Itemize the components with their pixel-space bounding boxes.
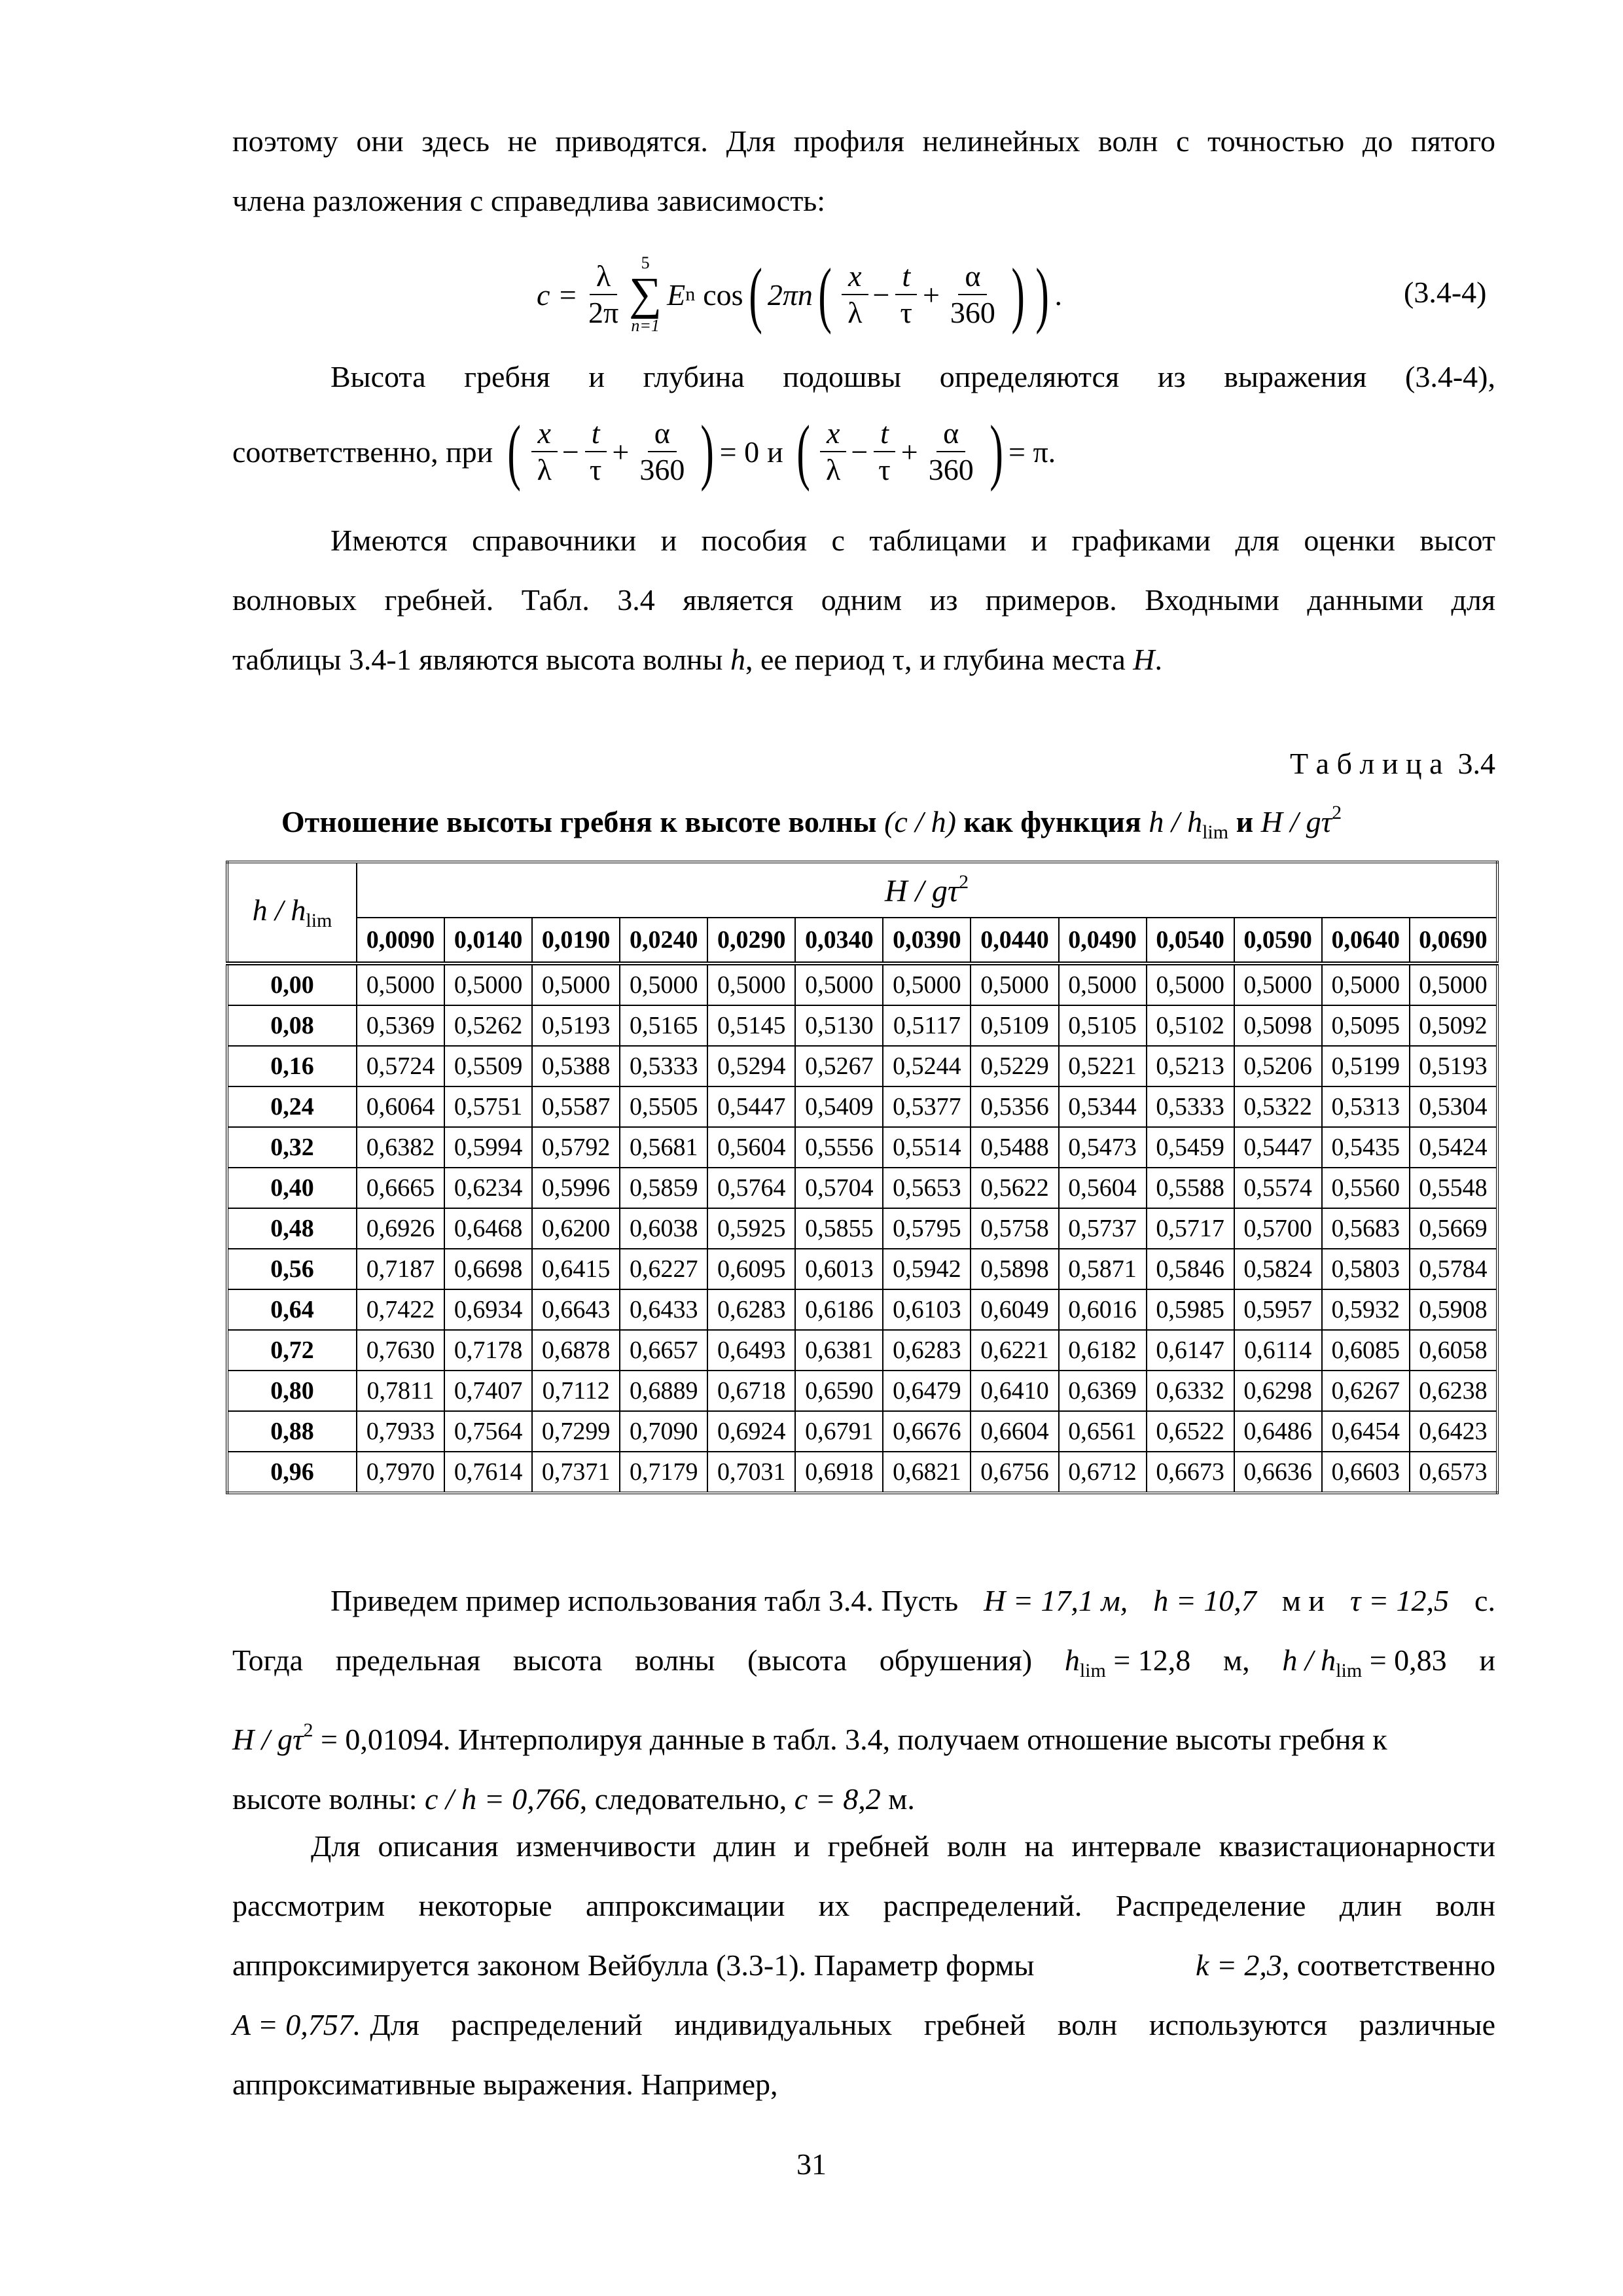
table-cell: 0,7187 [357, 1249, 444, 1289]
table-cell: 0,5574 [1234, 1168, 1322, 1208]
table-cell: 0,5717 [1147, 1208, 1234, 1249]
table-cell: 0,6332 [1147, 1371, 1234, 1411]
table-cell: 0,5356 [971, 1086, 1058, 1127]
column-header: 0,0690 [1410, 918, 1497, 963]
text-line: члена разложения c справедлива зависимость: [232, 184, 826, 217]
table-cell: 0,5095 [1322, 1005, 1410, 1046]
table-cell: 0,7614 [444, 1452, 532, 1493]
paragraph-top [232, 111, 1495, 230]
sum-operator: 5 ∑ n=1 [629, 253, 662, 335]
table-cell: 0,5244 [883, 1046, 971, 1086]
table-caption: Отношение высоты гребня к высоте волны (c / h) как функция h / $h_{lim}$ и H / $g\tau^2$ [281, 802, 1342, 843]
column-header: 0,0440 [971, 918, 1058, 963]
table-cell: 0,5459 [1147, 1127, 1234, 1168]
table-cell: 0,5932 [1322, 1289, 1410, 1330]
table-row [227, 1168, 1497, 1208]
text-line: аппроксимируется законом Вейбулла (3.3-1). Параметр формы k = 2,3, соответственно [232, 1948, 1495, 1982]
table-cell: 0,5000 [795, 963, 883, 1005]
column-header: 0,0540 [1147, 918, 1234, 963]
table-cell: 0,5548 [1410, 1168, 1497, 1208]
table-cell: 0,5000 [1059, 963, 1147, 1005]
column-header: 0,0390 [883, 918, 971, 963]
table-cell: 0,7933 [357, 1411, 444, 1452]
table-cell: 0,5751 [444, 1086, 532, 1127]
column-header: 0,0290 [707, 918, 795, 963]
table-cell: 0,6924 [707, 1411, 795, 1452]
row-label: 0,40 [227, 1168, 357, 1208]
table-cell: 0,6016 [1059, 1289, 1147, 1330]
page-number: 31 [796, 2147, 827, 2181]
table-cell: 0,5165 [620, 1005, 707, 1046]
table-cell: 0,6918 [795, 1452, 883, 1493]
table-row [227, 1086, 1497, 1127]
row-label: 0,56 [227, 1249, 357, 1289]
table-cell: 0,6604 [971, 1411, 1058, 1452]
table-cell: 0,6114 [1234, 1330, 1322, 1371]
table-cell: 0,6889 [620, 1371, 707, 1411]
table-cell: 0,5509 [444, 1046, 532, 1086]
table-cell: 0,7112 [532, 1371, 620, 1411]
table-cell: 0,5505 [620, 1086, 707, 1127]
crest-ratio-table [226, 861, 1499, 1494]
table-row [227, 963, 1497, 1005]
column-header: 0,0340 [795, 918, 883, 963]
text-line: Высота гребня и глубина подошвы определяются из выражения (3.4-4), [330, 360, 1495, 393]
text-line: Имеются справочники и пособия с таблицами и графиками для оценки высот [330, 524, 1495, 557]
table-cell: 0,6381 [795, 1330, 883, 1371]
table-cell: 0,5700 [1234, 1208, 1322, 1249]
table-cell: 0,5000 [532, 963, 620, 1005]
paragraph-reference [232, 511, 1495, 689]
table-cell: 0,5424 [1410, 1127, 1497, 1168]
table-cell: 0,5556 [795, 1127, 883, 1168]
table-cell: 0,5447 [707, 1086, 795, 1127]
table-cell: 0,5435 [1322, 1127, 1410, 1168]
table-label: Т а б л и ц а 3.4 [1289, 747, 1495, 780]
column-header: 0,0090 [357, 918, 444, 963]
table-cell: 0,5447 [1234, 1127, 1322, 1168]
table-cell: 0,6676 [883, 1411, 971, 1452]
column-header: 0,0240 [620, 918, 707, 963]
table-cell: 0,7970 [357, 1452, 444, 1493]
table-cell: 0,6182 [1059, 1330, 1147, 1371]
table-cell: 0,6657 [620, 1330, 707, 1371]
row-label: 0,96 [227, 1452, 357, 1493]
table-cell: 0,5206 [1234, 1046, 1322, 1086]
table-cell: 0,5000 [357, 963, 444, 1005]
table-cell: 0,6698 [444, 1249, 532, 1289]
text-line: $H / g\tau^2 = 0,01094$. Интерполируя данные в табл. 3.4, получаем отношение высоты гребня к [232, 1719, 1387, 1756]
paragraph-example [232, 1571, 1495, 1829]
table-cell: 0,5000 [620, 963, 707, 1005]
table-cell: 0,5109 [971, 1005, 1058, 1046]
row-label: 0,72 [227, 1330, 357, 1371]
table-cell: 0,7422 [357, 1289, 444, 1330]
table-cell: 0,7371 [532, 1452, 620, 1493]
table-cell: 0,5313 [1322, 1086, 1410, 1127]
text-line: A = 0,757. Для распределений индивидуальных гребней волн используются различные [232, 2008, 1495, 2041]
table-cell: 0,5855 [795, 1208, 883, 1249]
table-cell: 0,5333 [620, 1046, 707, 1086]
table-cell: 0,7178 [444, 1330, 532, 1371]
table-cell: 0,6756 [971, 1452, 1058, 1493]
column-header: 0,0590 [1234, 918, 1322, 963]
crest-conditions: соответственно, при ( $\frac{x}{\lambda}$ − $\frac{t}{\tau}$ + $\frac{\alpha}{360}$ ) = 0 и ( $\frac{x}{\lambda}$ − $\frac{t}{\tau}$ + $\frac{\alpha}{360}$ ) = π. [232, 411, 1056, 492]
table-cell: 0,6238 [1410, 1371, 1497, 1411]
table-cell: 0,6433 [620, 1289, 707, 1330]
table-cell: 0,5560 [1322, 1168, 1410, 1208]
table-cell: 0,5803 [1322, 1249, 1410, 1289]
table-cell: 0,5213 [1147, 1046, 1234, 1086]
text-line: Для описания изменчивости длин и гребней волн на интервале квазистационарности [311, 1829, 1495, 1863]
row-header: h / $h_{lim}$ [227, 862, 357, 963]
formula-3-4-4: c = $\frac{\lambda}{2\pi}$ 5 ∑ n=1 E n cos ( 2πn ( $\frac{x}{\lambda}$ − $\frac{t}{\tau}$ + $\frac{\alpha}{360}$ ) ) . [537, 253, 1062, 335]
table-cell: 0,5824 [1234, 1249, 1322, 1289]
table-cell: 0,5758 [971, 1208, 1058, 1249]
table-cell: 0,6234 [444, 1168, 532, 1208]
table-cell: 0,5792 [532, 1127, 620, 1168]
table-cell: 0,5604 [707, 1127, 795, 1168]
table-cell: 0,5737 [1059, 1208, 1147, 1249]
table-cell: 0,5908 [1410, 1289, 1497, 1330]
table-cell: 0,5322 [1234, 1086, 1322, 1127]
table-cell: 0,7299 [532, 1411, 620, 1452]
column-header: 0,0140 [444, 918, 532, 963]
table-cell: 0,6603 [1322, 1452, 1410, 1493]
table-row [227, 1208, 1497, 1249]
row-label: 0,08 [227, 1005, 357, 1046]
table-cell: 0,6186 [795, 1289, 883, 1330]
table-cell: 0,7179 [620, 1452, 707, 1493]
table-cell: 0,6058 [1410, 1330, 1497, 1371]
column-header: 0,0640 [1322, 918, 1410, 963]
table-cell: 0,6064 [357, 1086, 444, 1127]
paragraph-crest [232, 347, 1495, 406]
table-cell: 0,6415 [532, 1249, 620, 1289]
table-row [227, 1371, 1497, 1411]
table-cell: 0,6821 [883, 1452, 971, 1493]
table-cell: 0,5344 [1059, 1086, 1147, 1127]
table-cell: 0,5000 [971, 963, 1058, 1005]
table-cell: 0,6227 [620, 1249, 707, 1289]
table-row [227, 1005, 1497, 1046]
column-header: 0,0190 [532, 918, 620, 963]
text-line: аппроксимативные выражения. Например, [232, 2068, 778, 2101]
formula-lhs: c = [537, 278, 578, 312]
table-row [227, 1452, 1497, 1493]
table-cell: 0,6522 [1147, 1411, 1234, 1452]
table-cell: 0,6085 [1322, 1330, 1410, 1371]
table-cell: 0,6221 [971, 1330, 1058, 1371]
table-cell: 0,5092 [1410, 1005, 1497, 1046]
table-cell: 0,6283 [707, 1289, 795, 1330]
table-cell: 0,6038 [620, 1208, 707, 1249]
table-cell: 0,6486 [1234, 1411, 1322, 1452]
table-cell: 0,6934 [444, 1289, 532, 1330]
table-cell: 0,6561 [1059, 1411, 1147, 1452]
table-cell: 0,5925 [707, 1208, 795, 1249]
table-cell: 0,5957 [1234, 1289, 1322, 1330]
table-cell: 0,5262 [444, 1005, 532, 1046]
table-cell: 0,5267 [795, 1046, 883, 1086]
table-cell: 0,6643 [532, 1289, 620, 1330]
row-label: 0,48 [227, 1208, 357, 1249]
paragraph-weibull [232, 1816, 1495, 2114]
table-cell: 0,5588 [1147, 1168, 1234, 1208]
table-cell: 0,5704 [795, 1168, 883, 1208]
table-row [227, 1289, 1497, 1330]
table-cell: 0,6147 [1147, 1330, 1234, 1371]
table-cell: 0,5294 [707, 1046, 795, 1086]
table-cell: 0,5898 [971, 1249, 1058, 1289]
table-cell: 0,5846 [1147, 1249, 1234, 1289]
table-cell: 0,5117 [883, 1005, 971, 1046]
table-cell: 0,5000 [1147, 963, 1234, 1005]
table-cell: 0,5000 [707, 963, 795, 1005]
table-row [227, 1046, 1497, 1086]
table-cell: 0,6791 [795, 1411, 883, 1452]
table-cell: 0,5000 [883, 963, 971, 1005]
table-cell: 0,5942 [883, 1249, 971, 1289]
table-cell: 0,6926 [357, 1208, 444, 1249]
table-cell: 0,5784 [1410, 1249, 1497, 1289]
table-cell: 0,6013 [795, 1249, 883, 1289]
table-cell: 0,5377 [883, 1086, 971, 1127]
table-cell: 0,6410 [971, 1371, 1058, 1411]
text-line: таблицы 3.4-1 являются высота волны h, ее период τ, и глубина места H. [232, 643, 1162, 676]
table-cell: 0,5473 [1059, 1127, 1147, 1168]
table-cell: 0,6493 [707, 1330, 795, 1371]
table-cell: 0,5000 [444, 963, 532, 1005]
row-label: 0,24 [227, 1086, 357, 1127]
table-cell: 0,5795 [883, 1208, 971, 1249]
table-cell: 0,5681 [620, 1127, 707, 1168]
table-cell: 0,6382 [357, 1127, 444, 1168]
table-cell: 0,5764 [707, 1168, 795, 1208]
table-cell: 0,5871 [1059, 1249, 1147, 1289]
table-row [227, 1411, 1497, 1452]
table-cell: 0,6636 [1234, 1452, 1322, 1493]
table-cell: 0,5145 [707, 1005, 795, 1046]
table-cell: 0,5333 [1147, 1086, 1234, 1127]
table-cell: 0,5199 [1322, 1046, 1410, 1086]
table-cell: 0,6283 [883, 1330, 971, 1371]
column-group-header: H / $g\tau^2$ [357, 862, 1497, 918]
table-cell: 0,5994 [444, 1127, 532, 1168]
table-row [227, 1330, 1497, 1371]
text-line: волновых гребней. Табл. 3.4 является одним из примеров. Входными данными для [232, 583, 1495, 617]
table-cell: 0,6718 [707, 1371, 795, 1411]
table-cell: 0,6454 [1322, 1411, 1410, 1452]
table-cell: 0,5683 [1322, 1208, 1410, 1249]
table-cell: 0,7564 [444, 1411, 532, 1452]
row-label: 0,64 [227, 1289, 357, 1330]
table-cell: 0,5388 [532, 1046, 620, 1086]
table-cell: 0,7090 [620, 1411, 707, 1452]
table-cell: 0,5000 [1234, 963, 1322, 1005]
table-cell: 0,6665 [357, 1168, 444, 1208]
table-cell: 0,6878 [532, 1330, 620, 1371]
table-cell: 0,5622 [971, 1168, 1058, 1208]
table-cell: 0,6573 [1410, 1452, 1497, 1493]
table-cell: 0,5304 [1410, 1086, 1497, 1127]
table-cell: 0,5409 [795, 1086, 883, 1127]
table-cell: 0,5724 [357, 1046, 444, 1086]
table-cell: 0,6423 [1410, 1411, 1497, 1452]
table-cell: 0,5000 [1322, 963, 1410, 1005]
table-cell: 0,5369 [357, 1005, 444, 1046]
row-label: 0,00 [227, 963, 357, 1005]
table-cell: 0,5193 [532, 1005, 620, 1046]
table-cell: 0,5098 [1234, 1005, 1322, 1046]
table-cell: 0,6298 [1234, 1371, 1322, 1411]
table-cell: 0,6479 [883, 1371, 971, 1411]
table-cell: 0,5130 [795, 1005, 883, 1046]
table-cell: 0,5229 [971, 1046, 1058, 1086]
table-cell: 0,6049 [971, 1289, 1058, 1330]
text-line: Приведем пример использования табл 3.4. Пусть H = 17,1 м, h = 10,7 м и τ = 12,5 с. [330, 1584, 1495, 1617]
row-label: 0,80 [227, 1371, 357, 1411]
table-cell: 0,5996 [532, 1168, 620, 1208]
table-cell: 0,6369 [1059, 1371, 1147, 1411]
row-label: 0,88 [227, 1411, 357, 1452]
table-cell: 0,5488 [971, 1127, 1058, 1168]
text-line: рассмотрим некоторые аппроксимации их распределений. Распределение длин волн [232, 1889, 1495, 1922]
table-cell: 0,5105 [1059, 1005, 1147, 1046]
table-cell: 0,5514 [883, 1127, 971, 1168]
table-row [227, 1249, 1497, 1289]
table-cell: 0,6712 [1059, 1452, 1147, 1493]
text-line: поэтому они здесь не приводятся. Для профиля нелинейных волн с точностью до пятого [232, 124, 1495, 158]
table-cell: 0,5859 [620, 1168, 707, 1208]
table-cell: 0,6267 [1322, 1371, 1410, 1411]
table-cell: 0,5221 [1059, 1046, 1147, 1086]
table-cell: 0,6468 [444, 1208, 532, 1249]
table-cell: 0,5604 [1059, 1168, 1147, 1208]
table-row [227, 1127, 1497, 1168]
row-label: 0,16 [227, 1046, 357, 1086]
table-cell: 0,6673 [1147, 1452, 1234, 1493]
table-cell: 0,7811 [357, 1371, 444, 1411]
text-line: высоте волны: c / h = 0,766, следовательно, c = 8,2 м. [232, 1782, 915, 1816]
table-cell: 0,5985 [1147, 1289, 1234, 1330]
table-cell: 0,7407 [444, 1371, 532, 1411]
formula-fraction: $\frac{\lambda}{2\pi}$ [588, 259, 619, 329]
row-label: 0,32 [227, 1127, 357, 1168]
equation-number: (3.4-4) [1404, 276, 1487, 309]
table-cell: 0,5193 [1410, 1046, 1497, 1086]
table-cell: 0,6590 [795, 1371, 883, 1411]
text-line: Тогда предельная высота волны (высота обрушения) $h_{lim} = 12,8$ м, $h / h_{lim} = 0,83$ и [232, 1643, 1495, 1681]
table-cell: 0,7630 [357, 1330, 444, 1371]
table-cell: 0,5587 [532, 1086, 620, 1127]
table-cell: 0,5653 [883, 1168, 971, 1208]
column-header: 0,0490 [1059, 918, 1147, 963]
table-cell: 0,6095 [707, 1249, 795, 1289]
table-cell: 0,5102 [1147, 1005, 1234, 1046]
table-cell: 0,6103 [883, 1289, 971, 1330]
table-cell: 0,6200 [532, 1208, 620, 1249]
table-cell: 0,7031 [707, 1452, 795, 1493]
table-cell: 0,5000 [1410, 963, 1497, 1005]
table-cell: 0,5669 [1410, 1208, 1497, 1249]
